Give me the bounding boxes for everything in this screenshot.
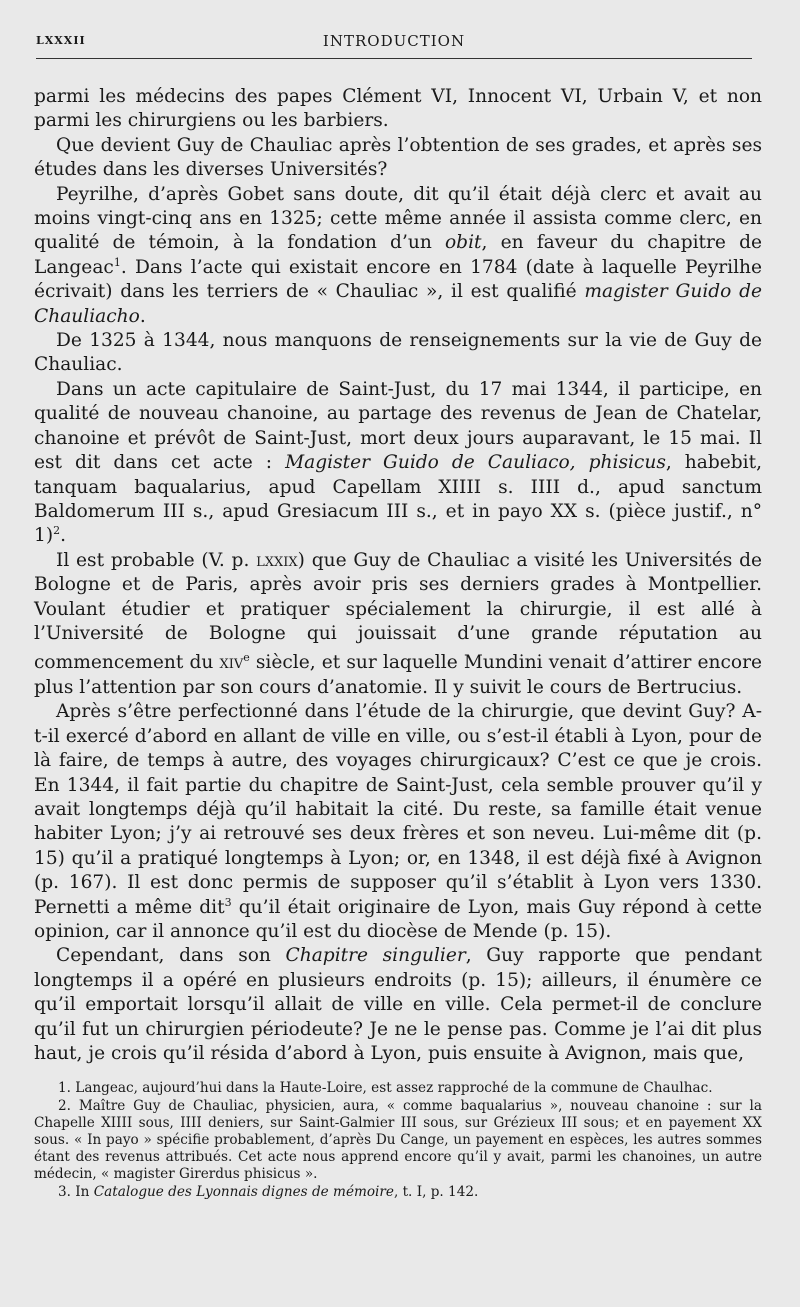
footnote: 2. Maître Guy de Chauliac, physicien, aura, « comme baqualarius », nouveau chanoine : sur la Chapelle XIIII sous, IIII deniers, sur Saint-Galmier III sous, sur Grézieux III sous; et en payement XX sous. « In payo » spécifie probablement, d’après Du Cange, un payement en espèces, les autres sommes étant des revenus attribués. Cet acte nous apprend encore qu’il y avait, parmi les chanoines, un autre médecin, « magister Girerdus phisicus ». <box>34 1097 762 1183</box>
paragraph: Après s’être perfectionné dans l’étude de la chirurgie, que devint Guy? A-t-il exercé d’abord en allant de ville en ville, ou s’est-il établi à Lyon, pour de là faire, de temps à autre, des voyages chirurgicaux? C’est ce que je crois. En 1344, il fait partie du chapitre de Saint-Just, cela semble prouver qu’il y avait longtemps déjà qu’il habitait la cité. Du reste, sa famille était venue habiter Lyon; j’y ai retrouvé ses deux frères et son neveu. Lui-même dit (p. 15) qu’il a pratiqué longtemps à Lyon; or, en 1348, il est déjà fixé à Avignon (p. 167). Il est donc permis de supposer qu’il s’établit à Lyon vers 1330. Pernetti a même dit$^3$ qu’il était originaire de Lyon, mais Guy répond à cette opinion, car il annonce qu’il est du diocèse de Mende (p. 15). <box>34 701 762 942</box>
page-reference: lxxix <box>256 549 298 571</box>
italic-title: Catalogue des Lyonnais dignes de mémoire <box>93 1183 394 1200</box>
footnote-ref: 3 <box>224 895 232 909</box>
page-folio: LXXXII <box>36 34 86 47</box>
paragraph: De 1325 à 1344, nous manquons de renseignements sur la vie de Guy de Chauliac. <box>34 330 762 376</box>
running-header <box>36 28 752 59</box>
footnote-ref: 1 <box>113 255 121 269</box>
italic-title: Chapitre singulier <box>285 945 466 967</box>
italic-latin: magister Guido de Chauliacho <box>34 281 762 327</box>
paragraph: Dans un acte capitulaire de Saint-Just, du 17 mai 1344, il participe, en qualité de nouveau chanoine, au partage des revenus de Jean de Chatelar, chanoine et prévôt de Saint-Just, mort deux jours auparavant, le 15 mai. Il est dit dans cet acte : Magister Guido de Cauliaco, phisicus, habebit, tanquam baqualarius, apud Capellam XIIII s. IIII d., apud sanctum Baldomerum III s., apud Gresiacum III s., et in payo XX s. (pièce justif., n° 1)$^2$. <box>34 378 762 547</box>
century-numeral: xiv <box>219 652 244 674</box>
running-title: INTRODUCTION <box>322 32 466 50</box>
paragraph: Cependant, dans son Chapitre singulier, Guy rapporte que pendant longtemps il a opéré en plusieurs endroits (p. 15); ailleurs, il énumère ce qu’il emportait lorsqu’il allait de ville en ville. Cela permet-il de conclure qu’il fut un chirurgien périodeute? Je ne le pense pas. Comme je l’ai dit plus haut, je crois qu’il résida d’abord à Lyon, puis ensuite à Avignon, mais que, <box>34 945 762 1065</box>
footnote: 1. Langeac, aujourd’hui dans la Haute-Loire, est assez rapproché de la commune de Chaulhac. <box>58 1080 713 1097</box>
italic-term: obit <box>444 232 482 254</box>
footnote: 3. In Catalogue des Lyonnais dignes de mémoire, t. I, p. 142. <box>58 1183 479 1200</box>
footnotes <box>34 1080 762 1200</box>
paragraph: Il est probable (V. p. lxxix) que Guy de Chauliac a visité les Universités de Bologne et de Paris, après avoir pris ses derniers grades à Montpellier. Voulant étudier et pratiquer spécialement la chirurgie, il est allé à l’Université de Bologne qui jouissait d’une grande réputation au commencement du xiv$^e$ siècle, et sur laquelle Mundini venait d’attirer encore plus l’attention par son cours d’anatomie. Il y suivit le cours de Bertrucius. <box>34 549 762 698</box>
footnote-ref: 2 <box>53 524 61 538</box>
paragraph: Que devient Guy de Chauliac après l’obtention de ses grades, et après ses études dans les diverses Universités? <box>34 134 762 181</box>
italic-latin: Magister Guido de Cauliaco, phisicus <box>285 452 666 474</box>
body-text <box>34 85 762 1066</box>
paragraph: Peyrilhe, d’après Gobet sans doute, dit qu’il était déjà clerc et avait au moins vingt-cinq ans en 1325; cette même année il assista comme clerc, en qualité de témoin, à la fondation d’un obit, en faveur du chapitre de Langeac$^1$. Dans l’acte qui existait encore en 1784 (date à laquelle Peyrilhe écrivait) dans les terriers de « Chauliac », il est qualifié magister Guido de Chauliacho. <box>34 183 762 327</box>
paragraph: parmi les médecins des papes Clément VI, Innocent VI, Urbain V, et non parmi les chirurgiens ou les barbiers. <box>34 86 762 132</box>
